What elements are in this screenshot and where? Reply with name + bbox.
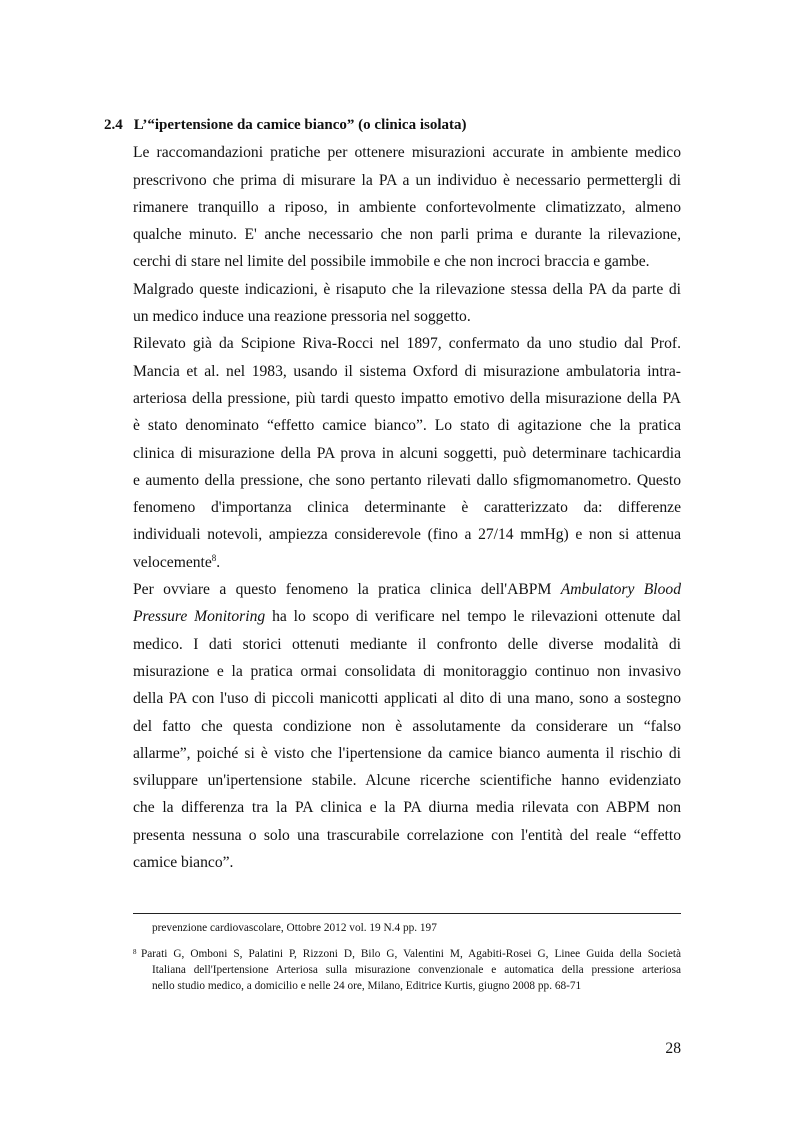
italic-term: Pressure Monitoring <box>133 608 266 625</box>
body-line: che la differenza tra la PA clinica e la PA diurna media rilevata con ABPM non <box>133 799 681 816</box>
body-line: individuali notevoli, ampiezza considerevole (fino a 27/14 mmHg) e non si attenua <box>133 526 681 543</box>
body-line-text: Per ovviare a questo fenomeno la pratica clinica dell'ABPM <box>133 581 552 598</box>
body-line: Rilevato già da Scipione Riva-Rocci nel 1897, confermato da uno studio dal Prof. <box>133 335 681 352</box>
body-line-text: velocemente <box>133 554 212 571</box>
body-line: fenomeno d'importanza clinica determinante è caratterizzato da: differenze <box>133 499 681 516</box>
body-line: clinica di misurazione della PA prova in alcuni soggetti, può determinare tachicardia <box>133 445 681 462</box>
body-line: Le raccomandazioni pratiche per ottenere misurazioni accurate in ambiente medico <box>133 144 681 161</box>
body-line <box>133 579 681 601</box>
footnote-continuation: prevenzione cardiovascolare, Ottobre 2012 vol. 19 N.4 pp. 197 <box>152 922 437 934</box>
footnote-marker: 8 <box>133 948 137 956</box>
body-line: del fatto che questa condizione non è assolutamente da considerare un “falso <box>133 718 681 735</box>
body-line: camice bianco”. <box>133 854 234 871</box>
body-line: è stato denominato “effetto camice bianco”. Lo stato di agitazione che la pratica <box>133 417 681 434</box>
footnote-line: Italiana dell'Ipertensione Arteriosa sulla misurazione convenzionale e automatica della pressione arteriosa <box>152 964 681 976</box>
section-title: L’“ipertensione da camice bianco” (o clinica isolata) <box>133 117 467 133</box>
body-line: Malgrado queste indicazioni, è risaputo che la rilevazione stessa della PA da parte di <box>133 281 681 298</box>
page-number: 28 <box>665 1040 681 1057</box>
body-line: prescrivono che prima di misurare la PA a un individuo è necessario permettergli di <box>133 172 681 189</box>
body-line: della PA con l'uso di piccoli manicotti applicati al dito di una mano, sono a sostegno <box>133 690 681 707</box>
body-line: allarme”, poiché si è visto che l'ipertensione da camice bianco aumenta il rischio di <box>133 745 681 762</box>
body-line <box>133 606 681 628</box>
body-line: presenta nessuna o solo una trascurabile correlazione con l'entità del reale “effetto <box>133 827 681 844</box>
body-line: cerchi di stare nel limite del possibile immobile e che non incroci braccia e gambe. <box>133 253 650 270</box>
body-line: un medico induce una reazione pressoria nel soggetto. <box>133 308 471 325</box>
sentence-period: . <box>216 554 221 571</box>
body-line <box>133 552 681 574</box>
section-heading <box>104 114 704 136</box>
footnote-separator <box>133 913 681 914</box>
footnote-line: Parati G, Omboni S, Palatini P, Rizzoni D, Bilo G, Valentini M, Agabiti-Rosei G, Linee Guida della Società <box>141 948 681 960</box>
footnote-ref-8[interactable]: 8 <box>211 552 217 563</box>
body-line: arteriosa della pressione, più tardi questo impatto emotivo della misurazione della PA <box>133 390 681 407</box>
section-number: 2.4 <box>104 117 123 133</box>
body-line: rimanere tranquillo a riposo, in ambiente confortevolmente climatizzato, almeno <box>133 199 681 216</box>
body-line: e aumento della pressione, che sono pertanto rilevati dallo sfigmomanometro. Questo <box>133 472 681 489</box>
footnote-line: nello studio medico, a domicilio e nelle 24 ore, Milano, Editrice Kurtis, giugno 2008 pp. 68-71 <box>152 980 582 992</box>
body-line: qualche minuto. E' anche necessario che non parli prima e durante la rilevazione, <box>133 226 681 243</box>
body-line: Mancia et al. nel 1983, usando il sistema Oxford di misurazione ambulatoria intra- <box>133 363 681 380</box>
body-line: sviluppare un'ipertensione stabile. Alcune ricerche scientifiche hanno evidenziato <box>133 772 681 789</box>
body-line-text: ha lo scopo di verificare nel tempo le rilevazioni ottenute dal <box>272 608 681 625</box>
body-line: medico. I dati storici ottenuti mediante il confronto delle diverse modalità di <box>133 636 681 653</box>
body-line: misurazione e la pratica ormai consolidata di monitoraggio continuo non invasivo <box>133 663 681 680</box>
italic-term: Ambulatory Blood <box>560 581 682 598</box>
